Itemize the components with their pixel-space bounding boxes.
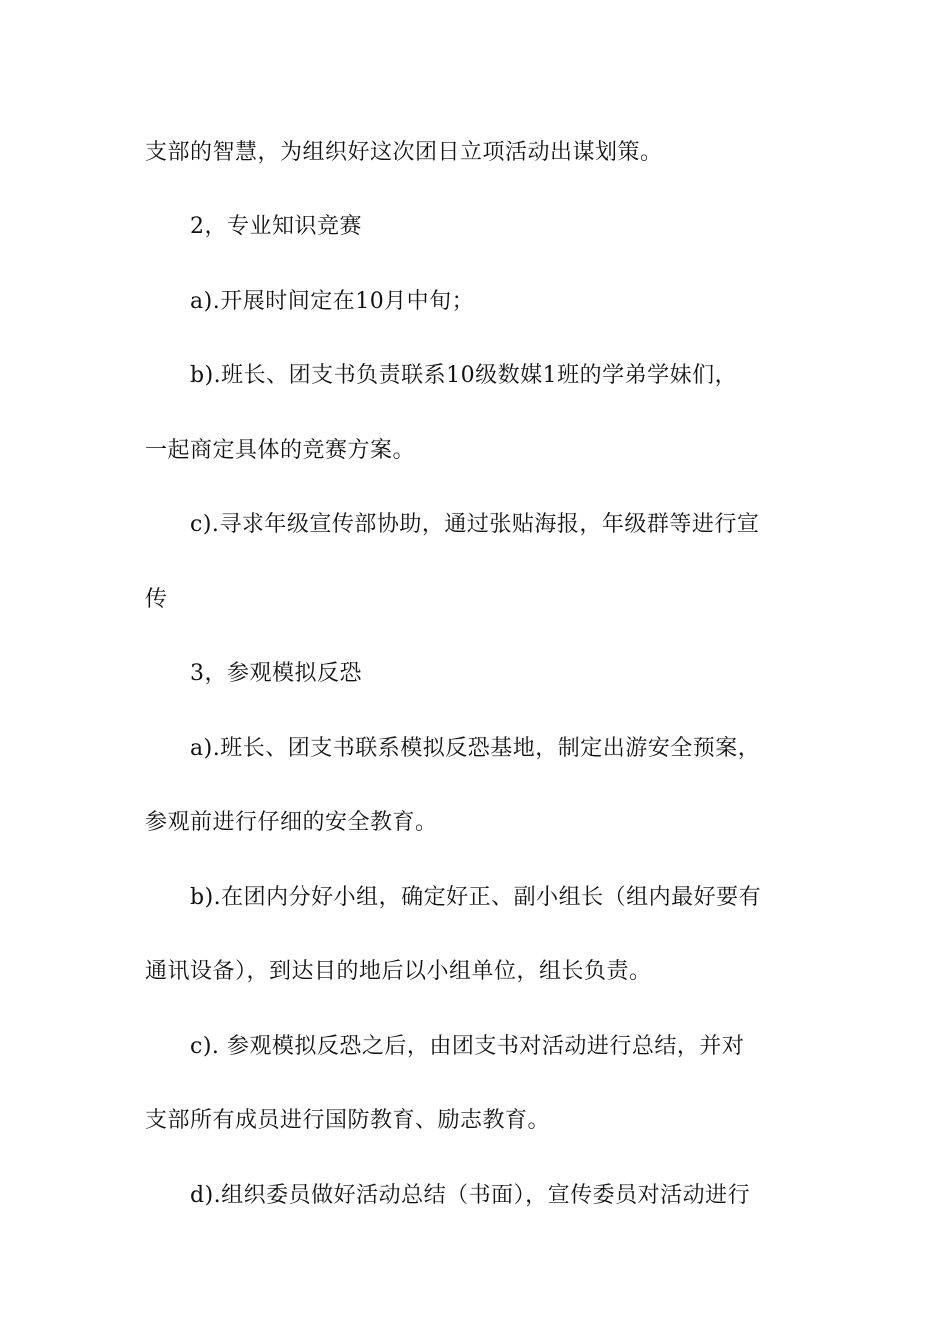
text-line: c).寻求年级宣传部协助，通过张贴海报，年级群等进行宣 <box>190 512 760 537</box>
section-heading: 2，专业知识竞赛 <box>190 214 362 239</box>
text-line: 支部所有成员进行国防教育、励志教育。 <box>145 1108 551 1133</box>
section-heading: 3，参观模拟反恐 <box>190 661 362 686</box>
text-line: 一起商定具体的竞赛方案。 <box>145 438 416 463</box>
text-line: d).组织委员做好活动总结（书面），宣传委员对活动进行 <box>190 1183 751 1208</box>
text-line: a).班长、团支书联系模拟反恐基地，制定出游安全预案， <box>190 736 761 761</box>
text-line: a).开展时间定在10月中旬； <box>190 289 475 314</box>
text-line: 参观前进行仔细的安全教育。 <box>145 810 438 835</box>
text-line: c). 参观模拟反恐之后，由团支书对活动进行总结，并对 <box>190 1034 745 1059</box>
text-line: b).在团内分好小组，确定好正、副小组长（组内最好要有 <box>190 885 762 910</box>
text-line: 支部的智慧，为组织好这次团日立项活动出谋划策。 <box>145 140 663 165</box>
text-line: 通讯设备），到达目的地后以小组单位，组长负责。 <box>145 959 652 984</box>
text-line: b).班长、团支书负责联系10级数媒1班的学弟学妹们， <box>190 363 738 388</box>
text-line: 传 <box>145 587 168 612</box>
